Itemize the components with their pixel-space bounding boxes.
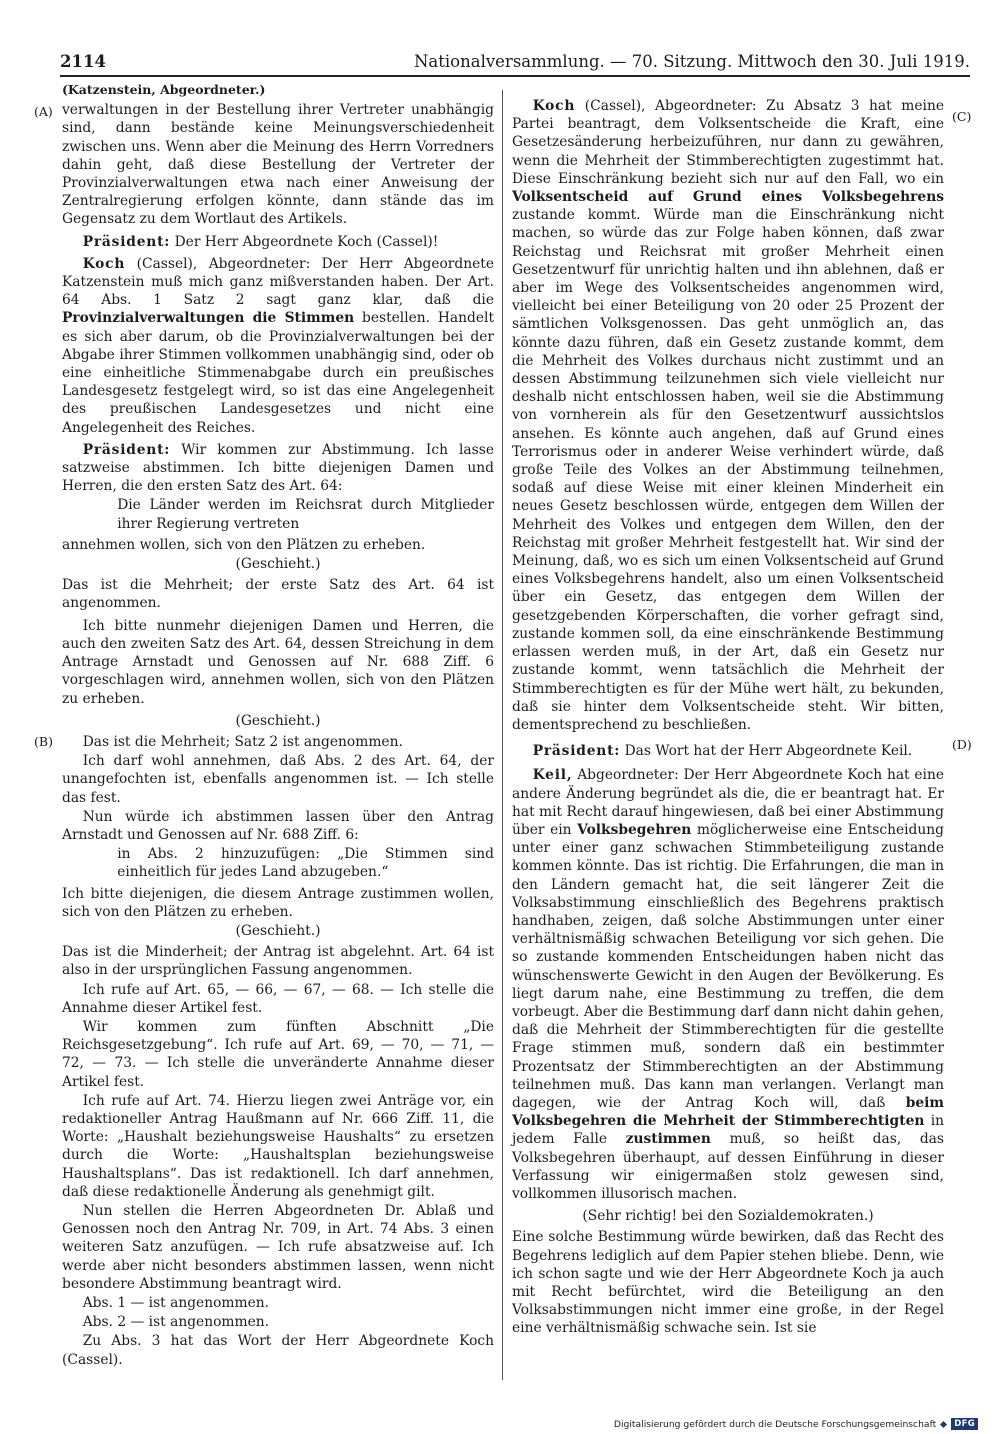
paragraph: Ich rufe auf Art. 74. Hierzu liegen zwei Anträge vor, ein redaktioneller Antrag Haußmann auf Nr. 666 Ziff. 11, die Worte: „Haushalt beziehungsweise Haushalts“ zu ersetzen durch die Worte: „Haushaltsplan beziehungsweise Haushaltsplans“. Das ist redaktionell. Ich darf annehmen, daß diese redaktionelle Änderung als genehmigt gilt. — [62, 1092, 494, 1200]
emphasis: beim Volksbegehren die Mehrheit der Stimmberechtigten — [512, 1094, 944, 1130]
margin-marker-a: (A) — [34, 104, 53, 119]
speaker-name: Koch — [82, 255, 126, 272]
paragraph: Das ist die Minderheit; der Antrag ist abgelehnt. Art. 64 ist also in der ursprünglichen Fassung angenommen. — [62, 944, 494, 979]
digitization-credit — [614, 1418, 978, 1430]
paragraph: Ich rufe auf Art. 65, — 66, — 67, — 68. — Ich stelle die Annahme dieser Artikel fest. — [62, 981, 494, 1016]
speech-paragraph: Präsident: Der Herr Abgeordnete Koch (Cassel)! — [82, 233, 439, 250]
paragraph: Wir kommen zum fünften Abschnitt „Die Reichsgesetzgebung“. Ich rufe auf Art. 69, — 70, — 71, — 72, — 73. — Ich stelle die unveränderte Annahme dieser Artikel fest. — [62, 1018, 494, 1090]
margin-marker-d: (D) — [952, 737, 972, 752]
emphasis: Volksentscheid auf Grund eines Volksbegehrens — [512, 189, 944, 206]
dfg-logo: DFG — [951, 1418, 978, 1430]
paragraph: Zu Abs. 3 hat das Wort der Herr Abgeordnete Koch (Cassel). — [62, 1333, 494, 1368]
speaker-attribution: (Katzenstein, Abgeordneter.) — [62, 82, 266, 97]
emphasis: zustimmen — [625, 1131, 711, 1148]
stage-direction: (Geschieht.) — [235, 712, 321, 729]
quoted-text: Die Länder werden im Reichsrat durch Mitglieder ihrer Regierung vertreten — [117, 497, 494, 532]
dfg-logo-icon — [940, 1420, 947, 1427]
stage-direction: (Geschieht.) — [235, 556, 321, 573]
paragraph: Ich bitte nunmehr diejenigen Damen und Herren, die auch den zweiten Satz des Art. 64, dessen Streichung in dem Antrage Arnstadt und Genossen auf Nr. 688 Ziff. 6 vorgeschlagen wird, annehmen wollen, sich von den Plätzen zu erheben. — [62, 617, 494, 707]
speech-paragraph: Präsident: Wir kommen zur Abstimmung. Ich lasse satzweise abstimmen. Ich bitte diejenigen Damen und Herren, die den ersten Satz des Art. 64: — [62, 441, 494, 495]
margin-marker-b: (B) — [34, 734, 53, 749]
stage-direction: (Geschieht.) — [235, 922, 321, 939]
emphasis: Volksbegehren — [577, 821, 692, 838]
paragraph: verwaltungen in der Bestellung ihrer Vertreter unabhängig sind, dann bestände keine Meinungsverschiedenheit zwischen uns. Wenn aber die Meinung des Herrn Vorredners dahin geht, daß diese Bestellung der Vertreter der Provinzialverwaltungen etwa nach einer Anweisung der Zentralregierung erfolgen könnte, dann stände das im Gegensatz zu dem Wortlaut des Artikels. — [62, 102, 494, 228]
column-divider — [502, 90, 503, 1380]
speech-paragraph: Koch (Cassel), Abgeordneter: Zu Absatz 3 hat meine Partei beantragt, dem Volksentscheide die Kraft, eine Gesetzesänderung herbeizuführen, nur dann zu gewähren, wenn die Mehrheit der Stimmberechtigten zugestimmt hat. Diese Einschränkung bezieht sich nur auf den Fall, wo ein Volksentscheid auf Grund eines Volksbegehrens zustande kommt. Würde man die Einschränkung nicht machen, so würde das zur Folge haben können, daß zwar Reichstag und Reichsrat mit großer Mehrheit einen Gesetzentwurf für unrichtig halten und ihn ablehnen, daß er aber im Wege des Volksentscheides angenommen wird, vielleicht bei einer Beteiligung von 20 oder 25 Prozent der sämtlichen Volksgenossen. Das geht unmöglich an, das könnte dazu führen, daß ein Gesetz zustande kommt, dem die Mehrheit des Volkes durchaus nicht zustimmt und an dessen Abstimmung teilzunehmen sich viele vielleicht nur deshalb nicht entschlossen haben, weil sie die Abstimmung von vornherein als für den Gesetzentwurf aussichtslos ansehen. Es könnte auch angehen, daß auf Grund eines Terrorismus oder in anderer Weise verhindert würde, daß große Teile des Volkes an der Abstimmung teilnehmen, sodaß auf diese Weise mit einer kleinen Minderheit ein neues Gesetz beschlossen würde, entgegen dem Willen der Mehrheit des Volkes und entgegen dem Willen, den der Reichstag mit großer Mehrheit festgestellt hat. Wir sind der Meinung, daß, wo es sich um einen Volksentscheid auf Grund eines Volksbegehrens handelt, also um einen Volksentscheid über ein Gesetz, das entgegen dem Willen der gesetzgebenden Körperschaften, die vorher gefragt sind, zustande kommen soll, da eine einschränkende Bestimmung erlassen werden muß, in der Art, daß ein Gesetz nur zustande kommt, wenn tatsächlich die Mehrheit der Stimmberechtigten es für der Mühe wert hält, zu bekunden, daß sie hinter dem Volksentscheide steht. Wir bitten, dementsprechend zu beschließen. — [512, 98, 944, 733]
paragraph: Nun stellen die Herren Abgeordneten Dr. Ablaß und Genossen noch den Antrag Nr. 709, in Art. 74 Abs. 3 einen weiteren Satz anzufügen. — Ich rufe absatzweise auf. Ich werde aber nicht besonders abstimmen lassen, wenn nicht besondere Abstimmung beantragt wird. — [62, 1202, 494, 1292]
margin-marker-c: (C) — [952, 109, 972, 124]
speaker-name: Koch — [532, 98, 576, 114]
paragraph: Das ist die Mehrheit; Satz 2 ist angenommen. — [82, 733, 403, 750]
left-column — [62, 81, 494, 1370]
paragraph: Ich darf wohl annehmen, daß Abs. 2 des Art. 64, der unangefochten ist, ebenfalls angenommen ist. — Ich stelle das fest. — [62, 753, 494, 806]
paragraph: Das ist die Mehrheit; der erste Satz des Art. 64 ist angenommen. — [62, 577, 494, 612]
speech-paragraph: Präsident: Das Wort hat der Herr Abgeordnete Keil. — [532, 743, 913, 760]
speaker-name: Präsident: — [82, 441, 171, 458]
quoted-text: in Abs. 2 hinzuzufügen: „Die Stimmen sind einheitlich für jedes Land abzugeben.“ — [117, 846, 494, 881]
right-column — [512, 81, 944, 1342]
paragraph: Ich bitte diejenigen, die diesem Antrage zustimmen wollen, sich von den Plätzen zu erheben. — [62, 885, 494, 920]
speaker-name: Präsident: — [532, 743, 621, 760]
page-number: 2114 — [60, 52, 106, 71]
paragraph: Eine solche Bestimmung würde bewirken, daß das Recht des Begehrens lediglich auf dem Papier stehen bliebe. Denn, wie ich schon sagte und wie der Herr Abgeordnete Koch ja auch mit Recht befürchtet, wird die Beteiligung an den Volksabstimmungen nicht immer eine große, in der Regel eine verhältnismäßig schwache sein. Ist sie — [512, 1229, 944, 1337]
emphasis: Provinzialverwaltungen die Stimmen — [62, 310, 355, 327]
header-rule — [60, 75, 970, 77]
speaker-name: Präsident: — [82, 233, 171, 250]
speaker-name: Keil, — [532, 767, 573, 784]
running-header — [60, 50, 970, 74]
speech-paragraph: Koch (Cassel), Abgeordneter: Der Herr Abgeordnete Katzenstein muß mich ganz mißverstanden haben. Der Art. 64 Abs. 1 Satz 2 sagt ganz klar, daß die Provinzialverwaltungen die Stimmen bestellen. Handelt es sich aber darum, ob die Provinzialverwaltungen bei der Abgabe ihrer Stimmen vollkommen unabhängig sind, oder ob eine einheitliche Stimmenabgabe durch ein preußisches Landesgesetz festgelegt wird, so ist das eine Angelegenheit des preußischen Landesgesetzes und nicht eine Angelegenheit des Reiches. — [62, 255, 494, 436]
speech-paragraph: Keil, Abgeordneter: Der Herr Abgeordnete Koch hat eine andere Änderung begründet als die, die er beantragt hat. Er hat mit Recht darauf hingewiesen, daß bei einer Abstimmung über ein Volksbegehren möglicherweise eine Entscheidung unter einer ganz schwachen Stimmbeteiligung zustande kommen könnte. Das ist richtig. Die Erfahrungen, die man in den Ländern gemacht hat, die seit längerer Zeit die Volksabstimmung einschließlich des Begehrens praktisch handhaben, zeigen, daß solche Abstimmungen unter einer verhältnismäßig schwachen Beteiligung vor sich gehen. Die so zustande kommenden Entscheidungen haben nicht das wünschenswerte Gewicht in den Augen der Bevölkerung. Es liegt darum nahe, eine Bestimmung zu treffen, die dem vorbeugt. Aber die Bestimmung darf dann nicht dahin gehen, daß die Mehrheit der Stimmberechtigten für die gestellte Frage stimmen muß, sondern daß ein bestimmter Prozentsatz der Stimmberechtigten an der Abstimmung teilnehmen muß. Das kann man verlangen. Verlangt man dagegen, wie der Antrag Koch will, daß beim Volksbegehren die Mehrheit der Stimmberechtigten in jedem Falle zustimmen muß, so heißt das, das Volksbegehren überhaupt, auf dessen Einführung in dieser Verfassung wir einigermaßen stolz gewesen sind, vollkommen illusorisch machen. — [512, 767, 944, 1202]
paragraph: Abs. 1 — ist angenommen. — [82, 1295, 270, 1311]
paragraph: Nun würde ich abstimmen lassen über den Antrag Arnstadt und Genossen auf Nr. 688 Ziff. 6: — [62, 808, 494, 843]
paragraph: annehmen wollen, sich von den Plätzen zu erheben. — [62, 536, 426, 553]
running-title: Nationalversammlung. — 70. Sitzung. Mittwoch den 30. Juli 1919. — [413, 52, 970, 71]
stage-direction: (Sehr richtig! bei den Sozialdemokraten.) — [582, 1208, 874, 1225]
paragraph: Abs. 2 — ist angenommen. — [82, 1314, 270, 1331]
credit-text: Digitalisierung gefördert durch die Deutsche Forschungsgemeinschaft — [613, 1418, 937, 1430]
